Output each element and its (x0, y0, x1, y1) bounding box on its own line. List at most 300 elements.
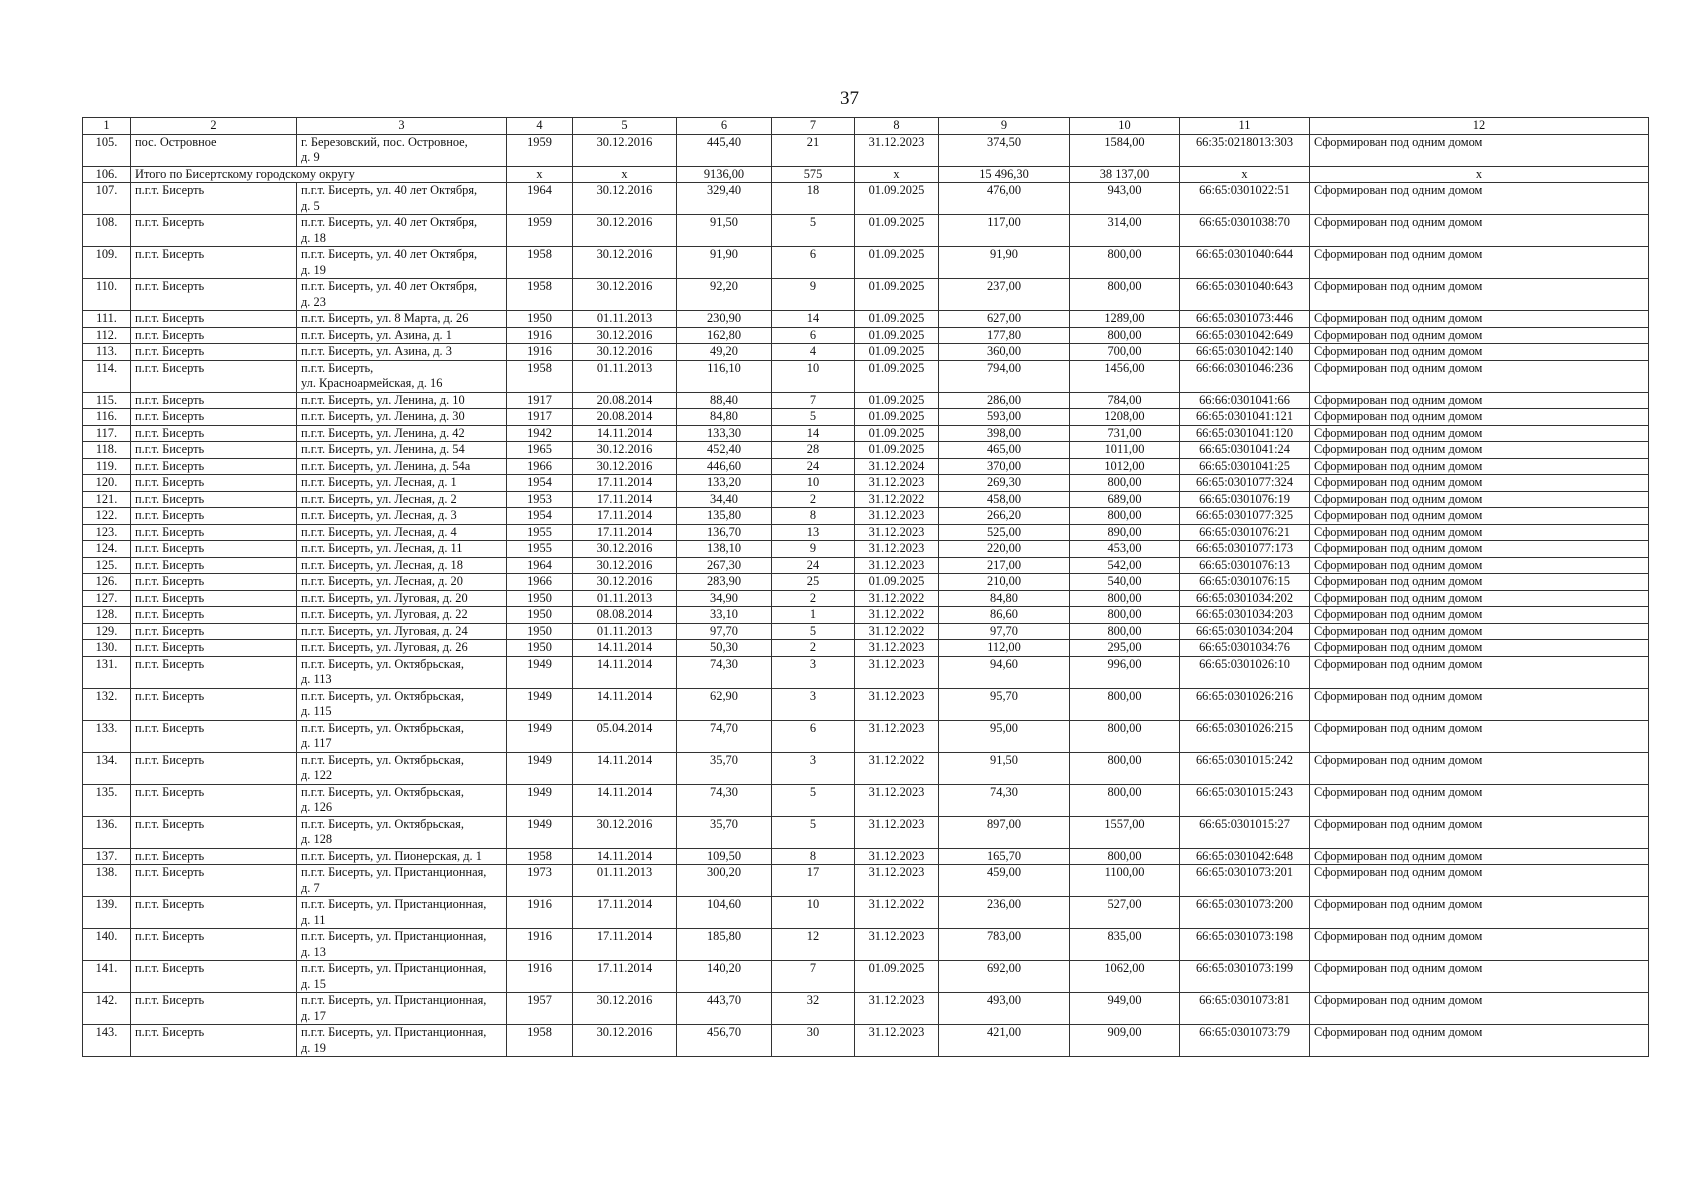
value-cell: 800,00 (1070, 848, 1180, 865)
cadastral-number-cell: 66:35:0218013:303 (1180, 134, 1310, 166)
year-cell: 1959 (507, 134, 573, 166)
residents-cell: 2 (772, 640, 855, 657)
area-cell: 452,40 (677, 442, 772, 459)
table-row (83, 784, 1649, 816)
address-line: п.г.т. Бисерть, ул. Луговая, д. 24 (301, 623, 468, 638)
status-cell: Сформирован под одним домом (1310, 409, 1649, 426)
value-cell: 527,00 (1070, 897, 1180, 929)
cadastral-number-cell: 66:65:0301026:216 (1180, 688, 1310, 720)
deadline-cell: 31.12.2023 (855, 720, 939, 752)
column-number: 12 (1310, 118, 1649, 135)
settlement-cell: п.г.т. Бисерть (131, 720, 297, 752)
row-number: 115. (83, 392, 131, 409)
date-cell: 17.11.2014 (573, 897, 677, 929)
deadline-cell: 31.12.2023 (855, 541, 939, 558)
deadline-cell: 01.09.2025 (855, 247, 939, 279)
value-cell: 370,00 (939, 458, 1070, 475)
address-cell (297, 640, 507, 657)
date-cell: 17.11.2014 (573, 508, 677, 525)
deadline-cell: 01.09.2025 (855, 279, 939, 311)
value-cell: 700,00 (1070, 344, 1180, 361)
status-cell: Сформирован под одним домом (1310, 848, 1649, 865)
year-cell: 1966 (507, 574, 573, 591)
value-cell: 97,70 (939, 623, 1070, 640)
deadline-cell: 31.12.2024 (855, 458, 939, 475)
value-cell: 453,00 (1070, 541, 1180, 558)
year-cell: 1958 (507, 360, 573, 392)
address-line: п.г.т. Бисерть, ул. Пристанционная, (301, 961, 487, 975)
area-cell: 35,70 (677, 752, 772, 784)
date-cell: 17.11.2014 (573, 524, 677, 541)
residents-cell: 21 (772, 134, 855, 166)
address-cell (297, 360, 507, 392)
year-cell: 1949 (507, 816, 573, 848)
date-cell: 01.11.2013 (573, 311, 677, 328)
deadline-cell: 01.09.2025 (855, 344, 939, 361)
area-cell: 34,40 (677, 491, 772, 508)
address-line: д. 126 (301, 800, 333, 814)
residents-cell: 10 (772, 360, 855, 392)
status-cell: Сформирован под одним домом (1310, 442, 1649, 459)
year-cell: 1964 (507, 557, 573, 574)
value-cell: 890,00 (1070, 524, 1180, 541)
table-row (83, 897, 1649, 929)
status-cell: Сформирован под одним домом (1310, 865, 1649, 897)
cadastral-number-cell: 66:65:0301073:79 (1180, 1025, 1310, 1057)
area-cell: 35,70 (677, 816, 772, 848)
residents-cell: 8 (772, 508, 855, 525)
area-cell: 62,90 (677, 688, 772, 720)
deadline-cell: 31.12.2023 (855, 640, 939, 657)
residents-cell: 30 (772, 1025, 855, 1057)
settlement-cell: п.г.т. Бисерть (131, 360, 297, 392)
value-cell: 800,00 (1070, 688, 1180, 720)
value-cell: 1062,00 (1070, 961, 1180, 993)
row-number: 113. (83, 344, 131, 361)
address-line: ул. Красноармейская, д. 16 (301, 376, 443, 390)
area-cell: 74,70 (677, 720, 772, 752)
table-row (83, 425, 1649, 442)
residents-cell: 18 (772, 183, 855, 215)
settlement-cell: п.г.т. Бисерть (131, 458, 297, 475)
column-number: 10 (1070, 118, 1180, 135)
settlement-cell: п.г.т. Бисерть (131, 475, 297, 492)
address-line: п.г.т. Бисерть, ул. Октябрьская, (301, 656, 464, 671)
residents-cell: 7 (772, 392, 855, 409)
date-cell: 30.12.2016 (573, 442, 677, 459)
settlement-cell: п.г.т. Бисерть (131, 392, 297, 409)
row-number: 124. (83, 541, 131, 558)
cadastral-number-cell: 66:65:0301042:140 (1180, 344, 1310, 361)
address-cell (297, 557, 507, 574)
row-number: 111. (83, 311, 131, 328)
address-line: п.г.т. Бисерть, ул. Лесная, д. 3 (301, 508, 457, 522)
value-cell: 835,00 (1070, 929, 1180, 961)
table-row (83, 311, 1649, 328)
year-cell: 1958 (507, 247, 573, 279)
value-cell: 458,00 (939, 491, 1070, 508)
address-cell (297, 344, 507, 361)
value-cell: 943,00 (1070, 183, 1180, 215)
settlement-cell: п.г.т. Бисерть (131, 279, 297, 311)
area-cell: 230,90 (677, 311, 772, 328)
deadline-cell: 31.12.2023 (855, 656, 939, 688)
area-cell: 135,80 (677, 508, 772, 525)
table-row (83, 720, 1649, 752)
deadline-cell: 01.09.2025 (855, 392, 939, 409)
settlement-cell: п.г.т. Бисерть (131, 425, 297, 442)
year-cell: 1973 (507, 865, 573, 897)
year-cell: 1949 (507, 784, 573, 816)
value-cell: 540,00 (1070, 574, 1180, 591)
status-cell: Сформирован под одним домом (1310, 360, 1649, 392)
value-cell: 689,00 (1070, 491, 1180, 508)
settlement-cell: п.г.т. Бисерть (131, 816, 297, 848)
value-cell: 909,00 (1070, 1025, 1180, 1057)
value-cell: 1584,00 (1070, 134, 1180, 166)
year-cell: 1959 (507, 215, 573, 247)
address-cell (297, 134, 507, 166)
address-line: д. 9 (301, 150, 320, 164)
value-cell: 800,00 (1070, 784, 1180, 816)
address-cell (297, 929, 507, 961)
cadastral-number-cell: 66:65:0301077:325 (1180, 508, 1310, 525)
date-cell: х (573, 166, 677, 183)
status-cell: Сформирован под одним домом (1310, 183, 1649, 215)
cadastral-number-cell: 66:65:0301041:25 (1180, 458, 1310, 475)
address-line: д. 128 (301, 832, 333, 846)
row-number: 138. (83, 865, 131, 897)
date-cell: 30.12.2016 (573, 816, 677, 848)
address-line: п.г.т. Бисерть, ул. Октябрьская, (301, 784, 464, 799)
address-line: п.г.т. Бисерть, ул. 40 лет Октября, (301, 279, 478, 293)
cadastral-number-cell: 66:66:0301046:236 (1180, 360, 1310, 392)
year-cell: 1949 (507, 752, 573, 784)
value-cell: 236,00 (939, 897, 1070, 929)
status-cell: х (1310, 166, 1649, 183)
residents-cell: 7 (772, 961, 855, 993)
address-line: п.г.т. Бисерть, ул. Пристанционная, (301, 1025, 487, 1039)
address-line: п.г.т. Бисерть, (301, 360, 374, 375)
date-cell: 17.11.2014 (573, 929, 677, 961)
settlement-cell: п.г.т. Бисерть (131, 623, 297, 640)
year-cell: 1954 (507, 508, 573, 525)
value-cell: 220,00 (939, 541, 1070, 558)
table-row (83, 961, 1649, 993)
row-number: 140. (83, 929, 131, 961)
settlement-cell: п.г.т. Бисерть (131, 752, 297, 784)
area-cell: 443,70 (677, 993, 772, 1025)
column-number: 5 (573, 118, 677, 135)
status-cell: Сформирован под одним домом (1310, 656, 1649, 688)
address-line: п.г.т. Бисерть, ул. 40 лет Октября, (301, 183, 478, 197)
table-row (83, 688, 1649, 720)
settlement-cell: п.г.т. Бисерть (131, 247, 297, 279)
settlement-cell: п.г.т. Бисерть (131, 409, 297, 426)
cadastral-number-cell: 66:65:0301041:121 (1180, 409, 1310, 426)
address-line: п.г.т. Бисерть, ул. Ленина, д. 54 (301, 442, 465, 456)
value-cell: 15 496,30 (939, 166, 1070, 183)
row-number: 125. (83, 557, 131, 574)
residents-cell: 12 (772, 929, 855, 961)
area-cell: 84,80 (677, 409, 772, 426)
settlement-cell: п.г.т. Бисерть (131, 961, 297, 993)
deadline-cell: 31.12.2023 (855, 557, 939, 574)
deadline-cell: 31.12.2022 (855, 590, 939, 607)
cadastral-number-cell: 66:65:0301034:202 (1180, 590, 1310, 607)
row-number: 121. (83, 491, 131, 508)
year-cell: 1950 (507, 311, 573, 328)
area-cell: 136,70 (677, 524, 772, 541)
address-line: д. 117 (301, 736, 332, 750)
deadline-cell: 31.12.2022 (855, 897, 939, 929)
address-line: п.г.т. Бисерть, ул. Лесная, д. 4 (301, 524, 457, 539)
row-number: 132. (83, 688, 131, 720)
residents-cell: 10 (772, 897, 855, 929)
address-line: д. 18 (301, 230, 326, 245)
date-cell: 01.11.2013 (573, 360, 677, 392)
area-cell: 49,20 (677, 344, 772, 361)
value-cell: 692,00 (939, 961, 1070, 993)
settlement-cell: п.г.т. Бисерть (131, 442, 297, 459)
residents-cell: 6 (772, 327, 855, 344)
address-cell (297, 623, 507, 640)
address-line: п.г.т. Бисерть, ул. Лесная, д. 1 (301, 475, 457, 489)
table-row (83, 247, 1649, 279)
deadline-cell: 31.12.2023 (855, 816, 939, 848)
status-cell: Сформирован под одним домом (1310, 491, 1649, 508)
residents-cell: 4 (772, 344, 855, 361)
value-cell: 84,80 (939, 590, 1070, 607)
value-cell: 800,00 (1070, 247, 1180, 279)
deadline-cell: 31.12.2023 (855, 134, 939, 166)
year-cell: 1949 (507, 688, 573, 720)
table-row (83, 574, 1649, 591)
value-cell: 465,00 (939, 442, 1070, 459)
cadastral-number-cell: 66:65:0301034:203 (1180, 607, 1310, 624)
table-row (83, 1025, 1649, 1057)
address-line: д. 19 (301, 1040, 326, 1055)
date-cell: 30.12.2016 (573, 1025, 677, 1057)
column-number: 8 (855, 118, 939, 135)
table-row (83, 541, 1649, 558)
row-number: 112. (83, 327, 131, 344)
table-row (83, 344, 1649, 361)
column-number: 11 (1180, 118, 1310, 135)
year-cell: 1965 (507, 442, 573, 459)
status-cell: Сформирован под одним домом (1310, 247, 1649, 279)
column-number: 6 (677, 118, 772, 135)
address-line: д. 5 (301, 198, 320, 213)
residents-cell: 9 (772, 541, 855, 558)
status-cell: Сформирован под одним домом (1310, 574, 1649, 591)
address-line: п.г.т. Бисерть, ул. Октябрьская, (301, 752, 464, 767)
deadline-cell: 31.12.2022 (855, 752, 939, 784)
cadastral-number-cell: 66:65:0301073:201 (1180, 865, 1310, 897)
area-cell: 267,30 (677, 557, 772, 574)
table-row (83, 458, 1649, 475)
value-cell: 374,50 (939, 134, 1070, 166)
year-cell: 1958 (507, 1025, 573, 1057)
table-row (83, 929, 1649, 961)
address-cell (297, 475, 507, 492)
value-cell: 1289,00 (1070, 311, 1180, 328)
row-number: 142. (83, 993, 131, 1025)
table-row (83, 475, 1649, 492)
address-line: п.г.т. Бисерть, ул. Октябрьская, (301, 816, 464, 831)
cadastral-number-cell: 66:65:0301076:21 (1180, 524, 1310, 541)
settlement-cell: п.г.т. Бисерть (131, 865, 297, 897)
residents-cell: 10 (772, 475, 855, 492)
address-line: д. 11 (301, 912, 326, 927)
deadline-cell: 01.09.2025 (855, 442, 939, 459)
table-body (83, 118, 1649, 1057)
row-number: 136. (83, 816, 131, 848)
cadastral-number-cell: 66:65:0301015:243 (1180, 784, 1310, 816)
status-cell: Сформирован под одним домом (1310, 475, 1649, 492)
value-cell: 1557,00 (1070, 816, 1180, 848)
row-number: 129. (83, 623, 131, 640)
status-cell: Сформирован под одним домом (1310, 458, 1649, 475)
row-number: 137. (83, 848, 131, 865)
settlement-cell: п.г.т. Бисерть (131, 344, 297, 361)
address-cell (297, 752, 507, 784)
value-cell: 165,70 (939, 848, 1070, 865)
deadline-cell: 01.09.2025 (855, 961, 939, 993)
residents-cell: 6 (772, 247, 855, 279)
date-cell: 30.12.2016 (573, 541, 677, 558)
address-cell (297, 442, 507, 459)
value-cell: 210,00 (939, 574, 1070, 591)
residents-cell: 5 (772, 215, 855, 247)
cadastral-number-cell: 66:65:0301077:173 (1180, 541, 1310, 558)
deadline-cell: 31.12.2022 (855, 491, 939, 508)
table-row (83, 491, 1649, 508)
area-cell: 283,90 (677, 574, 772, 591)
table-row (83, 392, 1649, 409)
date-cell: 14.11.2014 (573, 752, 677, 784)
cadastral-number-cell: 66:66:0301041:66 (1180, 392, 1310, 409)
year-cell: 1950 (507, 623, 573, 640)
address-line: д. 15 (301, 976, 326, 991)
date-cell: 30.12.2016 (573, 247, 677, 279)
address-line: д. 113 (301, 672, 332, 686)
date-cell: 30.12.2016 (573, 279, 677, 311)
status-cell: Сформирован под одним домом (1310, 344, 1649, 361)
value-cell: 398,00 (939, 425, 1070, 442)
cadastral-number-cell: 66:65:0301034:204 (1180, 623, 1310, 640)
area-cell: 185,80 (677, 929, 772, 961)
table-row (83, 607, 1649, 624)
status-cell: Сформирован под одним домом (1310, 327, 1649, 344)
value-cell: 731,00 (1070, 425, 1180, 442)
area-cell: 34,90 (677, 590, 772, 607)
status-cell: Сформирован под одним домом (1310, 688, 1649, 720)
row-number: 117. (83, 425, 131, 442)
status-cell: Сформирован под одним домом (1310, 508, 1649, 525)
value-cell: 800,00 (1070, 475, 1180, 492)
value-cell: 94,60 (939, 656, 1070, 688)
year-cell: 1949 (507, 656, 573, 688)
table-row (83, 360, 1649, 392)
address-cell (297, 327, 507, 344)
status-cell: Сформирован под одним домом (1310, 425, 1649, 442)
address-line: п.г.т. Бисерть, ул. Ленина, д. 30 (301, 409, 465, 423)
row-number: 139. (83, 897, 131, 929)
year-cell: 1958 (507, 279, 573, 311)
address-cell (297, 574, 507, 591)
status-cell: Сформирован под одним домом (1310, 752, 1649, 784)
residents-cell: 14 (772, 425, 855, 442)
row-number: 130. (83, 640, 131, 657)
settlement-cell: п.г.т. Бисерть (131, 574, 297, 591)
cadastral-number-cell: 66:65:0301076:13 (1180, 557, 1310, 574)
settlement-cell: п.г.т. Бисерть (131, 688, 297, 720)
area-cell: 92,20 (677, 279, 772, 311)
date-cell: 01.11.2013 (573, 865, 677, 897)
status-cell: Сформирован под одним домом (1310, 720, 1649, 752)
value-cell: 800,00 (1070, 279, 1180, 311)
year-cell: 1958 (507, 848, 573, 865)
row-number: 143. (83, 1025, 131, 1057)
deadline-cell: 01.09.2025 (855, 574, 939, 591)
deadline-cell: 31.12.2022 (855, 607, 939, 624)
date-cell: 14.11.2014 (573, 848, 677, 865)
table-row (83, 524, 1649, 541)
status-cell: Сформирован под одним домом (1310, 541, 1649, 558)
row-number: 108. (83, 215, 131, 247)
value-cell: 266,20 (939, 508, 1070, 525)
value-cell: 1100,00 (1070, 865, 1180, 897)
settlement-cell: п.г.т. Бисерть (131, 607, 297, 624)
column-number: 4 (507, 118, 573, 135)
table-row (83, 993, 1649, 1025)
address-line: п.г.т. Бисерть, ул. 40 лет Октября, (301, 215, 478, 229)
date-cell: 01.11.2013 (573, 623, 677, 640)
year-cell: 1953 (507, 491, 573, 508)
value-cell: 800,00 (1070, 327, 1180, 344)
value-cell: 117,00 (939, 215, 1070, 247)
date-cell: 14.11.2014 (573, 656, 677, 688)
residents-cell: 17 (772, 865, 855, 897)
deadline-cell: 31.12.2023 (855, 993, 939, 1025)
area-cell: 50,30 (677, 640, 772, 657)
address-cell (297, 215, 507, 247)
row-number: 127. (83, 590, 131, 607)
value-cell: 784,00 (1070, 392, 1180, 409)
address-cell (297, 524, 507, 541)
settlement-cell: п.г.т. Бисерть (131, 215, 297, 247)
residents-cell: 1 (772, 607, 855, 624)
area-cell: 104,60 (677, 897, 772, 929)
status-cell: Сформирован под одним домом (1310, 784, 1649, 816)
address-line: п.г.т. Бисерть, ул. Лесная, д. 11 (301, 541, 463, 555)
address-line: п.г.т. Бисерть, ул. Октябрьская, (301, 720, 464, 735)
address-line: д. 122 (301, 768, 333, 782)
value-cell: 1012,00 (1070, 458, 1180, 475)
settlement-cell: п.г.т. Бисерть (131, 784, 297, 816)
area-cell: 116,10 (677, 360, 772, 392)
cadastral-number-cell: 66:65:0301073:81 (1180, 993, 1310, 1025)
deadline-cell: 01.09.2025 (855, 409, 939, 426)
cadastral-number-cell: 66:65:0301022:51 (1180, 183, 1310, 215)
value-cell: 476,00 (939, 183, 1070, 215)
table-row (83, 327, 1649, 344)
address-cell (297, 656, 507, 688)
year-cell: 1916 (507, 961, 573, 993)
row-number: 114. (83, 360, 131, 392)
value-cell: 800,00 (1070, 720, 1180, 752)
